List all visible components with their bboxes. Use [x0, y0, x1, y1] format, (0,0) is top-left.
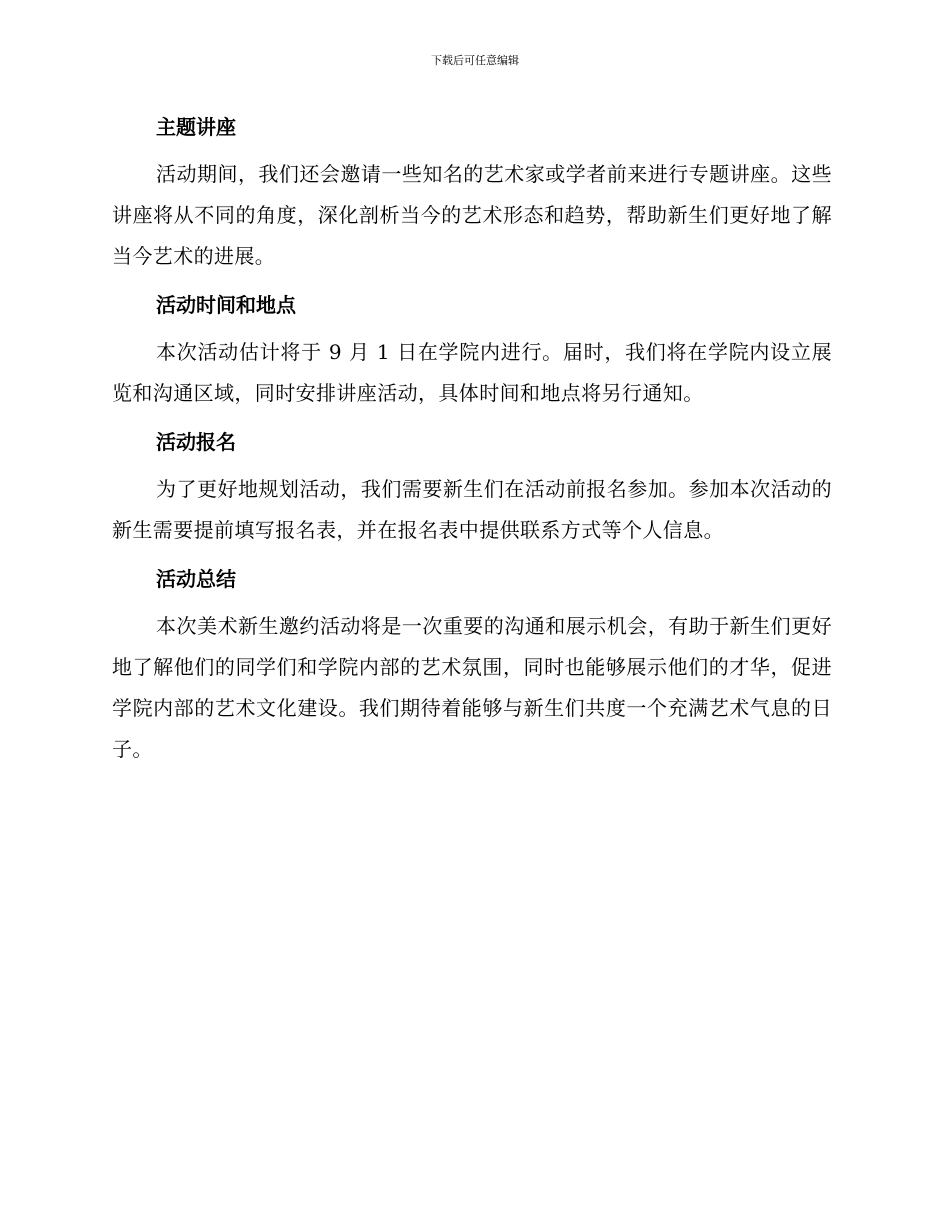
- section-heading: 活动总结: [156, 567, 236, 591]
- section-paragraph: 本次活动估计将于 9 月 1 日在学院内进行。届时，我们将在学院内设立展览和沟通区域，同时安排讲座活动，具体时间和地点将另行通知。: [112, 340, 832, 405]
- section-time-location: [112, 288, 832, 414]
- section-paragraph: 活动期间，我们还会邀请一些知名的艺术家或学者前来进行专题讲座。这些讲座将从不同的角度，深化剖析当今的艺术形态和趋势，帮助新生们更好地了解当今艺术的进展。: [112, 162, 832, 268]
- section-paragraph: 本次美术新生邀约活动将是一次重要的沟通和展示机会，有助于新生们更好地了解他们的同学们和学院内部的艺术氛围，同时也能够展示他们的才华，促进学院内部的艺术文化建设。我们期待着能够与新生们共度一个充满艺术气息的日子。: [112, 614, 832, 761]
- section-paragraph: 为了更好地规划活动，我们需要新生们在活动前报名参加。参加本次活动的新生需要提前填写报名表，并在报名表中提供联系方式等个人信息。: [112, 477, 832, 542]
- section-registration: [112, 425, 832, 551]
- section-heading: 活动时间和地点: [156, 293, 296, 317]
- page-header: 下载后可任意编辑: [431, 54, 519, 67]
- section-heading: 活动报名: [156, 430, 236, 454]
- document-body: [112, 110, 832, 781]
- section-summary: [112, 562, 832, 770]
- section-lecture: [112, 110, 832, 277]
- section-heading: 主题讲座: [156, 115, 236, 139]
